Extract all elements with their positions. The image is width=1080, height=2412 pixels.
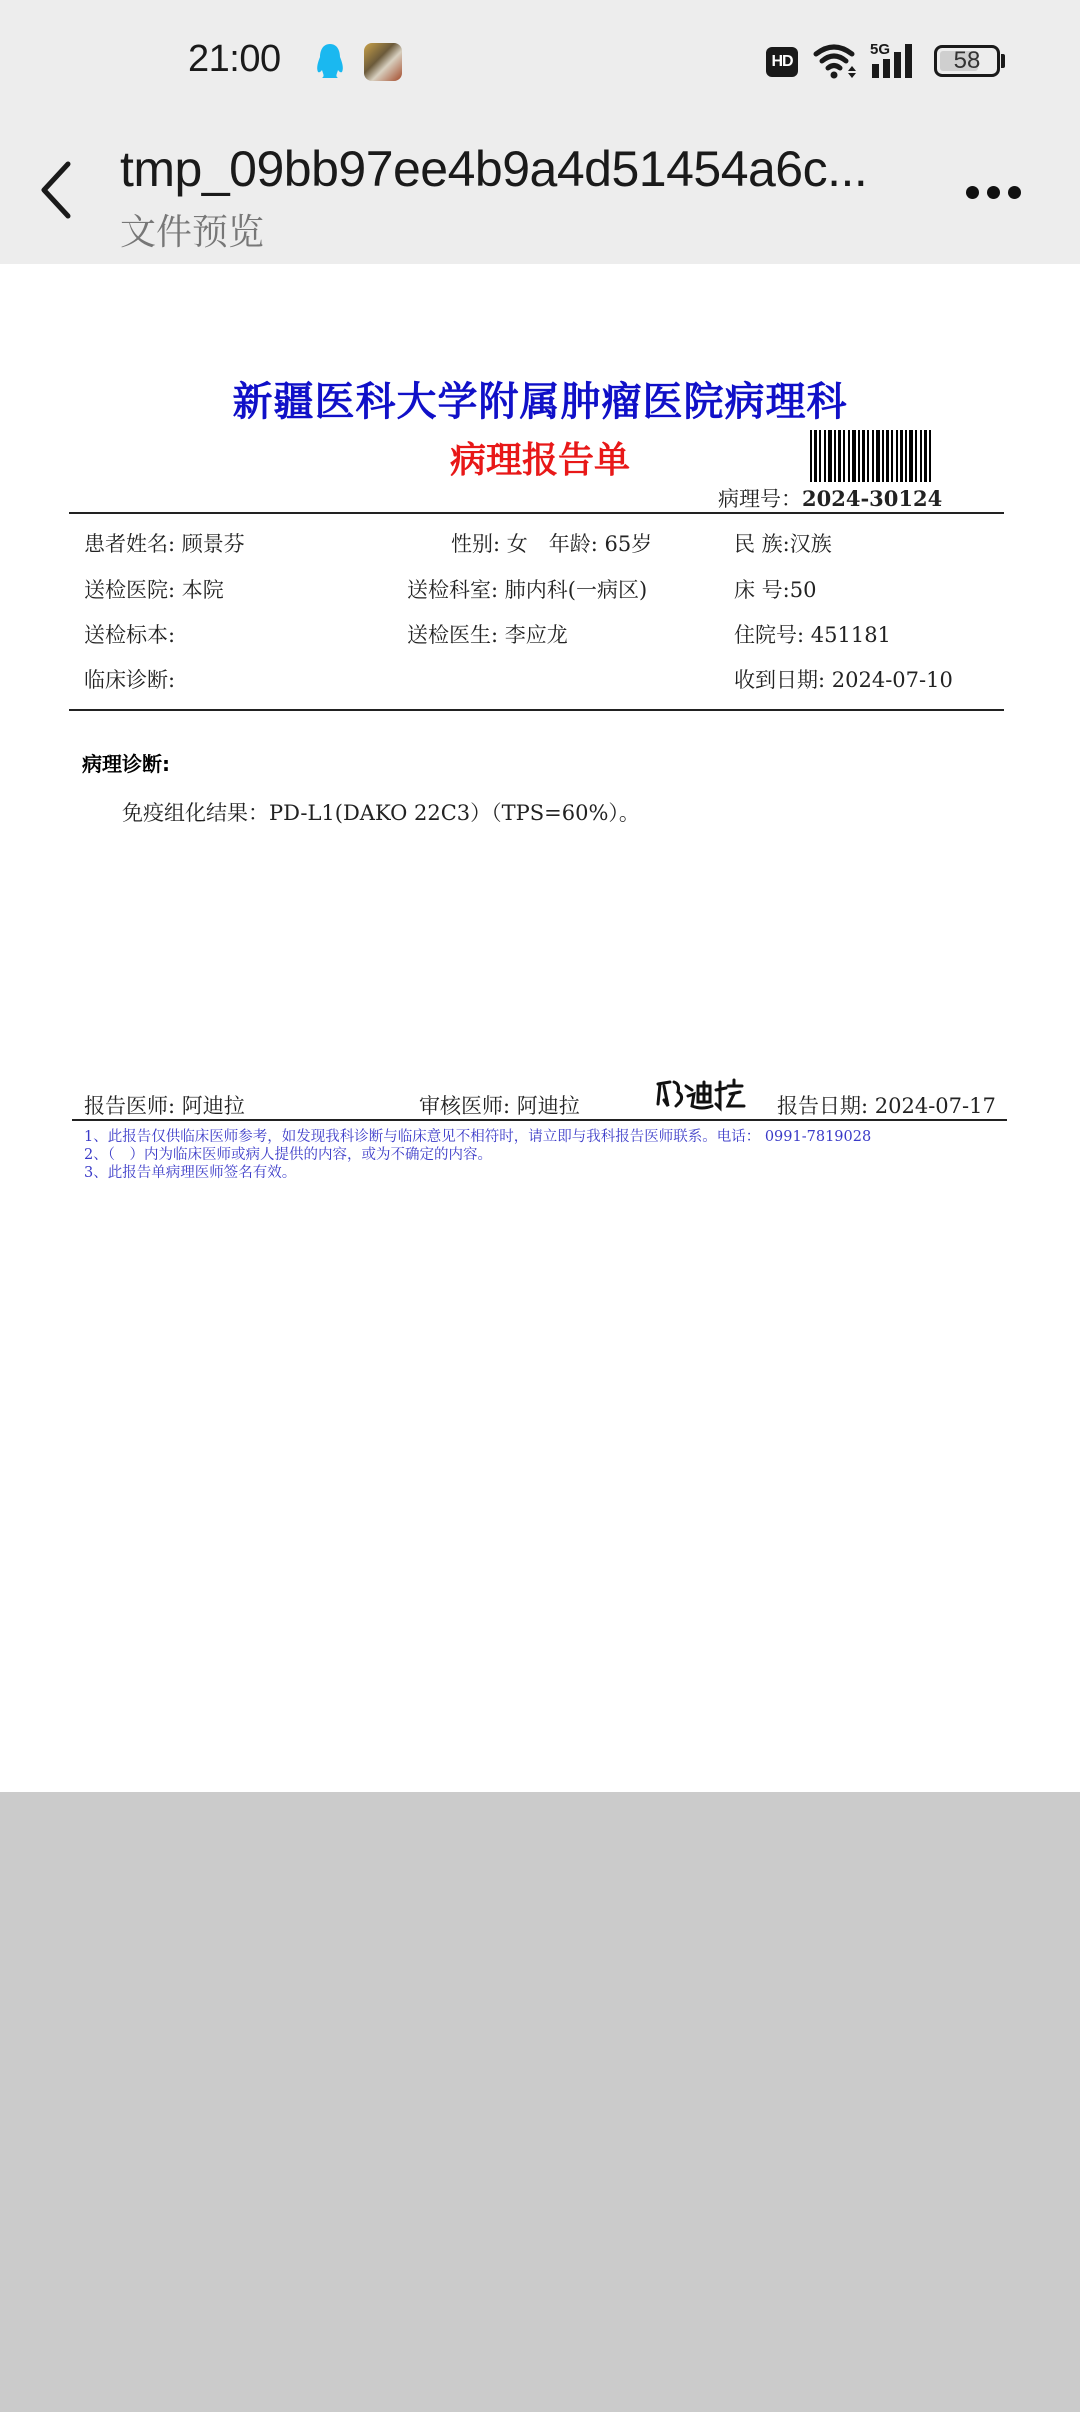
sending-doctor: 送检医生: 李应龙	[407, 623, 568, 647]
battery-level: 58	[953, 47, 981, 74]
clinical-diagnosis: 临床诊断:	[84, 668, 176, 692]
pathology-number	[718, 483, 942, 513]
divider-bottom	[72, 1119, 1007, 1121]
top-bar	[0, 0, 1080, 264]
report-date: 报告日期: 2024-07-17	[777, 1094, 996, 1118]
bed-number: 床 号:50	[734, 578, 817, 602]
more-horizontal-icon	[966, 186, 979, 199]
sending-hospital: 送检医院: 本院	[84, 578, 224, 602]
pathology-diagnosis-label: 病理诊断:	[82, 752, 170, 776]
file-preview-subtitle: 文件预览	[120, 211, 265, 252]
battery-cap	[1001, 54, 1005, 68]
received-date: 收到日期: 2024-07-10	[734, 668, 953, 692]
patient-gender-age: 性别: 女 年龄: 65岁	[451, 532, 653, 556]
specimen: 送检标本:	[84, 623, 176, 647]
review-doctor: 审核医师: 阿迪拉	[419, 1094, 580, 1118]
pathology-diagnosis-text: 免疫组化结果：PD-L1(DAKO 22C3）（TPS=60%）。	[122, 801, 640, 825]
inpatient-number: 住院号: 451181	[734, 623, 891, 647]
back-button[interactable]	[30, 150, 90, 230]
more-options-button[interactable]	[956, 170, 1032, 216]
barcode-image	[810, 430, 952, 482]
report-doctor: 报告医师: 阿迪拉	[84, 1094, 245, 1118]
chevron-left-icon	[30, 150, 90, 230]
wifi-icon	[812, 42, 860, 80]
hospital-title: 新疆医科大学附属肿瘤医院病理科	[232, 379, 848, 425]
report-title: 病理报告单	[449, 440, 630, 481]
divider-top	[69, 512, 1004, 514]
sending-department: 送检科室: 肺内科(一病区)	[407, 578, 648, 602]
note-1: 1、此报告仅供临床医师参考，如发现我科诊断与临床意见不相符时，请立即与我科报告医师联系。电话： 0991-7819028	[84, 1129, 872, 1145]
battery-icon	[934, 45, 1000, 77]
divider-middle	[69, 709, 1004, 711]
doctor-signature-image	[650, 1072, 750, 1118]
document-page[interactable]	[0, 264, 1080, 1792]
5g-signal-icon	[870, 40, 920, 80]
patient-name: 患者姓名: 顾景芬	[84, 532, 245, 556]
pathology-number-value: 2024-30124	[802, 486, 943, 511]
file-title: tmp_09bb97ee4b9a4d51454a6c...	[120, 141, 868, 197]
viewer-background	[0, 1792, 1080, 2412]
note-2: 2、（ ）内为临床医师或病人提供的内容，或为不确定的内容。	[84, 1147, 492, 1163]
report-notes	[84, 1128, 871, 1182]
patient-ethnicity: 民 族:汉族	[734, 532, 832, 556]
qq-icon	[313, 42, 347, 80]
svg-text:5G: 5G	[870, 41, 891, 58]
status-time: 21:00	[188, 38, 281, 80]
note-3: 3、此报告单病理医师签名有效。	[84, 1165, 297, 1181]
game-app-icon	[364, 43, 402, 81]
hd-icon: HD	[766, 47, 798, 77]
pathology-number-label: 病理号：	[718, 487, 802, 511]
